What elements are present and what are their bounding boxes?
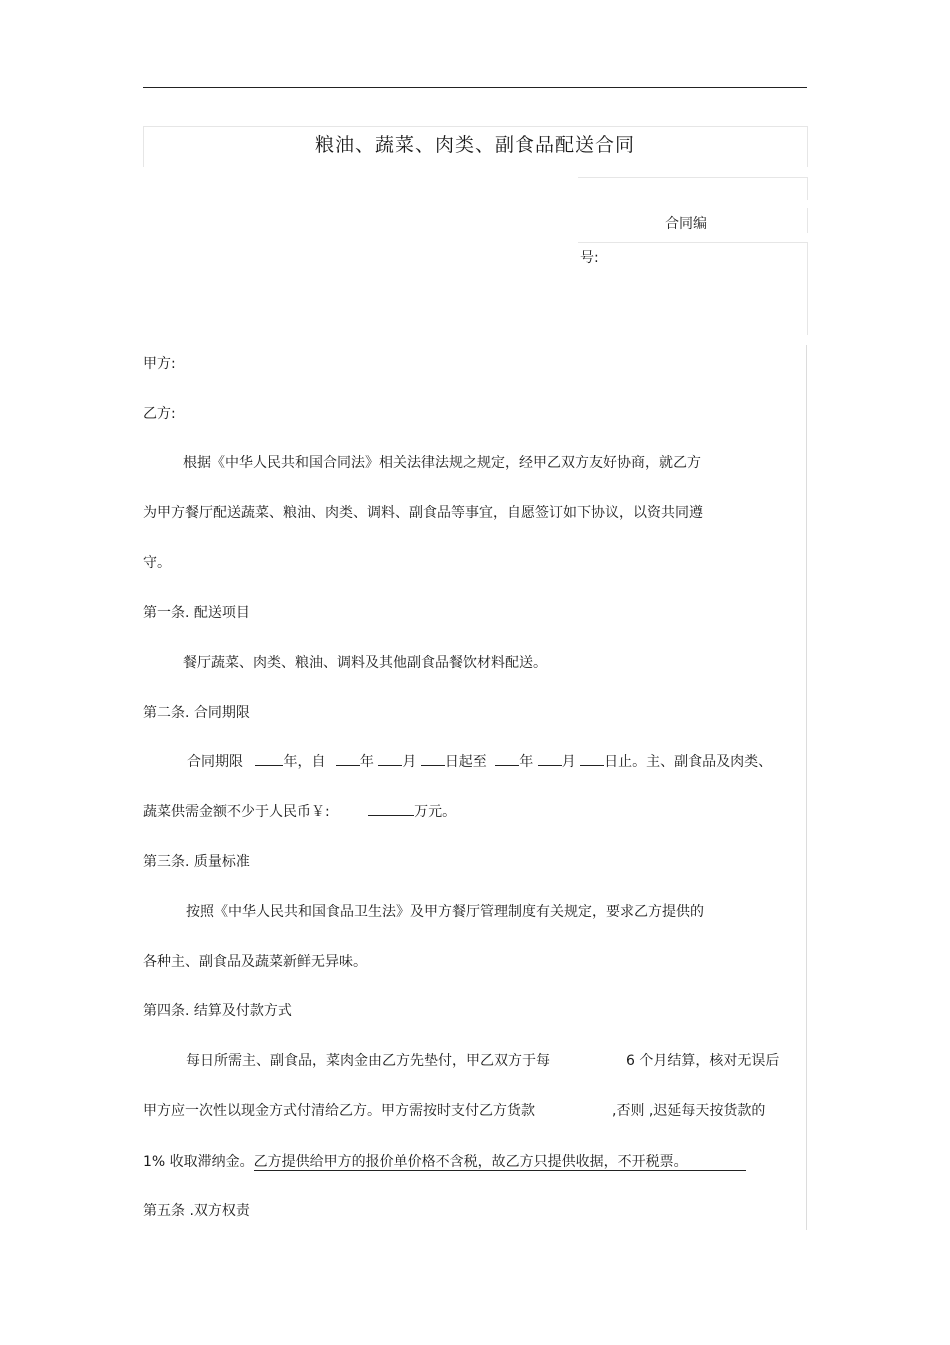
start-year-blank[interactable] <box>336 751 360 766</box>
document-title: 粮油、蔬菜、肉类、副食品配送合同 <box>314 134 635 156</box>
article-1-body: 餐厅蔬菜、肉类、粮油、调料及其他副食品餐饮材料配送。 <box>183 655 547 671</box>
contract-no-frame-bottom <box>578 242 808 335</box>
start-year-unit: 年 <box>359 754 374 770</box>
late-fee-text: 1% 收取滞纳金。 <box>143 1154 254 1170</box>
contract-no-label: 合同编 <box>665 216 707 232</box>
article-2-line-2 <box>143 801 456 821</box>
term-years-unit: 年，自 <box>283 754 326 770</box>
end-day-blank[interactable] <box>580 751 604 766</box>
article-3-line-1: 按照《中华人民共和国食品卫生法》及甲方餐厅管理制度有关规定，要求乙方提供的 <box>186 904 704 920</box>
amount-label: 蔬菜供需金额不少于人民币￥: <box>143 804 330 820</box>
contract-no-frame-top <box>578 177 808 200</box>
intro-line-1: 根据《中华人民共和国合同法》相关法律法规之规定，经甲乙双方友好协商，就乙方 <box>183 455 701 471</box>
amount-unit: 万元。 <box>414 804 457 820</box>
end-month-unit: 月 <box>561 754 576 770</box>
article-4-line-1a: 每日所需主、副食品，菜肉金由乙方先垫付，甲乙双方于每 <box>186 1053 550 1069</box>
article-3-line-2: 各种主、副食品及蔬菜新鲜无异味。 <box>143 954 367 970</box>
intro-line-2: 为甲方餐厅配送蔬菜、粮油、肉类、调料、副食品等事宜，自愿签订如下协议，以资共同遵 <box>143 505 703 521</box>
article-5-heading: 第五条 .双方权责 <box>143 1203 250 1219</box>
header-rule <box>143 87 807 88</box>
article-4-line-3 <box>143 1151 746 1171</box>
amount-blank[interactable] <box>368 801 414 816</box>
article-2-heading: 第二条. 合同期限 <box>143 705 250 721</box>
article-4-line-2a: 甲方应一次性以现金方式付清给乙方。甲方需按时支付乙方货款 <box>143 1103 535 1119</box>
right-margin-rule <box>806 345 807 1230</box>
end-day-unit: 日止。主、副食品及肉类、 <box>604 754 773 770</box>
term-years-blank[interactable] <box>255 751 283 766</box>
article-4-line-1b: 6 个月结算，核对无误后 <box>626 1053 780 1069</box>
article-3-heading: 第三条. 质量标准 <box>143 854 250 870</box>
party-b-label: 乙方: <box>143 406 176 422</box>
contract-no-label-cont: 号: <box>580 250 599 266</box>
start-month-blank[interactable] <box>378 751 402 766</box>
term-label: 合同期限 <box>187 754 243 770</box>
start-day-blank[interactable] <box>421 751 445 766</box>
article-4-heading: 第四条. 结算及付款方式 <box>143 1003 292 1019</box>
end-month-blank[interactable] <box>538 751 562 766</box>
party-a-label: 甲方: <box>143 356 176 372</box>
end-year-unit: 年 <box>519 754 534 770</box>
intro-line-3: 守。 <box>143 555 171 571</box>
tax-note-underlined: 乙方提供给甲方的报价单价格不含税，故乙方只提供收据，不开税票。 <box>254 1154 746 1171</box>
start-month-unit: 月 <box>402 754 417 770</box>
article-1-heading: 第一条. 配送项目 <box>143 605 250 621</box>
article-4-line-2b: ,否则 ,迟延每天按货款的 <box>612 1103 766 1119</box>
article-2-line-1 <box>187 751 772 771</box>
start-day-unit: 日起至 <box>444 754 487 770</box>
end-year-blank[interactable] <box>495 751 519 766</box>
